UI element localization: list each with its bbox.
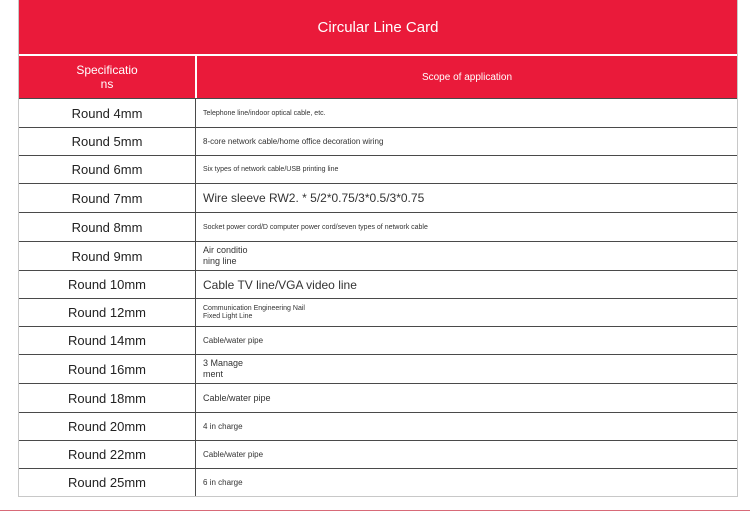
spec-cell: Round 14mm [19,327,196,354]
scope-cell: Wire sleeve RW2. * 5/2*0.75/3*0.5/3*0.75 [203,191,425,205]
table-header [19,56,737,98]
spec-cell: Round 20mm [19,413,196,440]
table-row [19,298,737,326]
table-row [19,212,737,241]
table-row [19,155,737,183]
scope-cell: Cable/water pipe [203,336,264,345]
header-specifications-label: Specifications [76,63,138,91]
scope-text: Air conditio ning line [203,245,248,266]
table-row [19,412,737,440]
scope-cell: 4 in charge [203,422,243,431]
table-row [19,270,737,298]
spec-cell: Round 8mm [19,213,196,241]
scope-text: 3 Manage ment [203,358,244,379]
circular-line-card [18,0,738,497]
scope-cell [197,355,737,383]
scope-cell: Six types of network cable/USB printing line [203,166,339,173]
table-row [19,383,737,412]
header-scope: Scope of application [421,71,513,83]
spec-cell: Round 12mm [19,299,196,326]
table-row [19,183,737,212]
spec-cell: Round 5mm [19,128,196,155]
table-row [19,127,737,155]
scope-cell [197,242,737,270]
scope-cell: Socket power cord/D computer power cord/seven types of network cable [203,223,428,231]
table-row [19,326,737,354]
spec-cell: Round 25mm [19,469,196,496]
spec-cell: Round 10mm [19,271,196,298]
scope-cell [197,299,737,326]
table-row [19,468,737,496]
spec-cell: Round 4mm [19,99,196,127]
spec-cell: Round 6mm [19,156,196,183]
scope-cell: Telephone line/indoor optical cable, etc. [203,109,326,117]
spec-cell: Round 9mm [19,242,196,270]
scope-cell: 6 in charge [203,478,243,487]
table-body [19,98,737,496]
spec-cell: Round 7mm [19,184,196,212]
table-row [19,354,737,383]
table-row [19,241,737,270]
scope-cell: Cable TV line/VGA video line [203,277,357,292]
table-row [19,98,737,127]
card-title: Circular Line Card [19,0,737,54]
page-bottom-rule [0,510,750,511]
table-row [19,440,737,468]
header-specifications [19,56,195,98]
spec-cell: Round 16mm [19,355,196,383]
scope-cell: 8-core network cable/home office decoration wiring [203,137,384,146]
spec-cell: Round 18mm [19,384,196,412]
scope-text: Communication Engineering Nail Fixed Light Line [203,304,305,320]
spec-cell: Round 22mm [19,441,196,468]
scope-cell: Cable/water pipe [203,393,271,403]
scope-cell: Cable/water pipe [203,450,264,459]
